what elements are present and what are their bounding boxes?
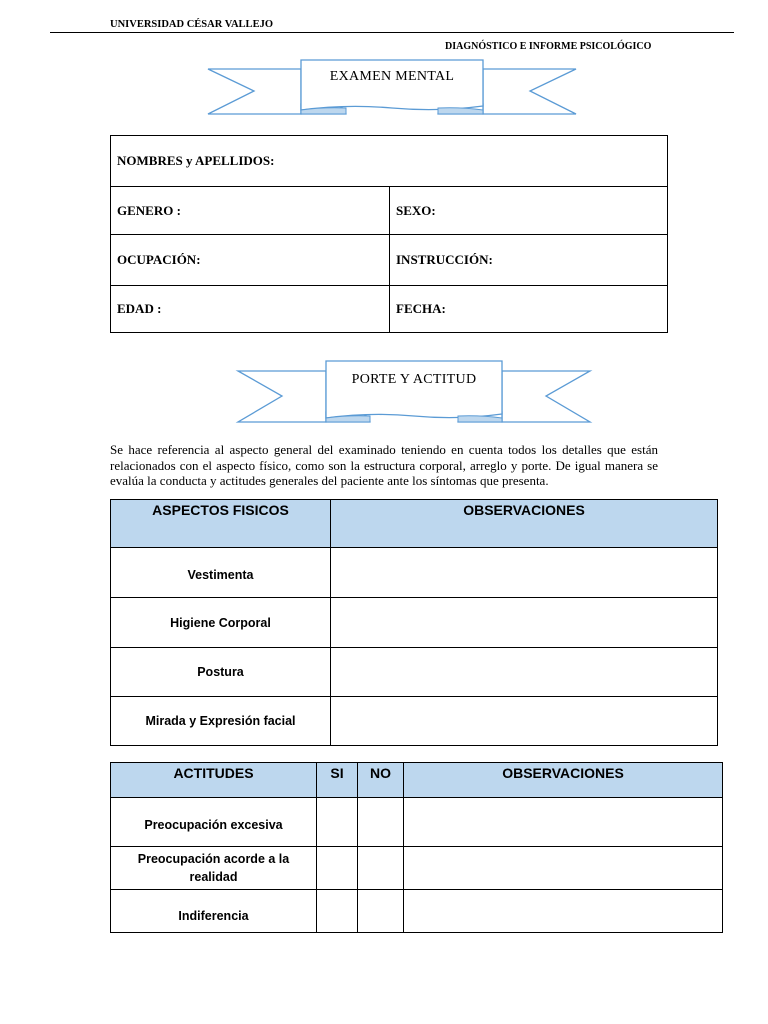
field-genero[interactable]: GENERO : xyxy=(111,187,390,235)
field-fecha[interactable]: FECHA: xyxy=(390,286,668,333)
checkbox-no[interactable] xyxy=(358,847,404,890)
checkbox-si[interactable] xyxy=(317,890,358,933)
patient-info-table xyxy=(110,135,668,333)
attitudes-table xyxy=(110,762,723,933)
ribbon-banner-icon xyxy=(208,56,576,118)
header-aspectos-fisicos: ASPECTOS FISICOS xyxy=(111,500,331,548)
observation-cell[interactable] xyxy=(404,890,723,933)
header-observaciones: OBSERVACIONES xyxy=(331,500,718,548)
row-label: Vestimenta xyxy=(111,548,331,598)
header-actitudes: ACTITUDES xyxy=(111,763,317,798)
checkbox-si[interactable] xyxy=(317,847,358,890)
row-label: Mirada y Expresión facial xyxy=(111,697,331,746)
observation-cell[interactable] xyxy=(404,847,723,890)
row-label: Preocupación acorde a la realidad xyxy=(111,847,317,890)
observation-cell[interactable] xyxy=(331,648,718,697)
field-instruccion[interactable]: INSTRUCCIÓN: xyxy=(390,235,668,286)
checkbox-si[interactable] xyxy=(317,798,358,847)
field-ocupacion[interactable]: OCUPACIÓN: xyxy=(111,235,390,286)
row-label: Preocupación excesiva xyxy=(111,798,317,847)
row-label: Higiene Corporal xyxy=(111,598,331,648)
row-label: Postura xyxy=(111,648,331,697)
field-sexo[interactable]: SEXO: xyxy=(390,187,668,235)
university-name: UNIVERSIDAD CÉSAR VALLEJO xyxy=(110,19,273,30)
observation-cell[interactable] xyxy=(404,798,723,847)
field-nombres[interactable]: NOMBRES y APELLIDOS: xyxy=(111,136,668,187)
document-subtitle: DIAGNÓSTICO E INFORME PSICOLÓGICO xyxy=(445,41,652,52)
ribbon-banner-icon xyxy=(238,360,590,424)
observation-cell[interactable] xyxy=(331,697,718,746)
observation-cell[interactable] xyxy=(331,548,718,598)
banner-title: PORTE Y ACTITUD xyxy=(351,372,477,387)
banner-title: EXAMEN MENTAL xyxy=(329,69,455,84)
banner-examen-mental xyxy=(208,56,576,118)
header-si: SI xyxy=(317,763,358,798)
row-label: Indiferencia xyxy=(111,890,317,933)
header-observaciones: OBSERVACIONES xyxy=(404,763,723,798)
checkbox-no[interactable] xyxy=(358,890,404,933)
description-paragraph: Se hace referencia al aspecto general del examinado teniendo en cuenta todos los detalles que están relacionados con el aspecto físico, como son la estructura corporal, arreglo y porte. De igual manera se evalúa la conducta y actitudes generales del paciente ante los síntomas que presenta. xyxy=(110,442,658,488)
field-edad[interactable]: EDAD : xyxy=(111,286,390,333)
checkbox-no[interactable] xyxy=(358,798,404,847)
header-rule xyxy=(50,32,734,33)
banner-porte-actitud xyxy=(238,360,590,424)
header-no: NO xyxy=(358,763,404,798)
observation-cell[interactable] xyxy=(331,598,718,648)
physical-aspects-table xyxy=(110,499,718,746)
